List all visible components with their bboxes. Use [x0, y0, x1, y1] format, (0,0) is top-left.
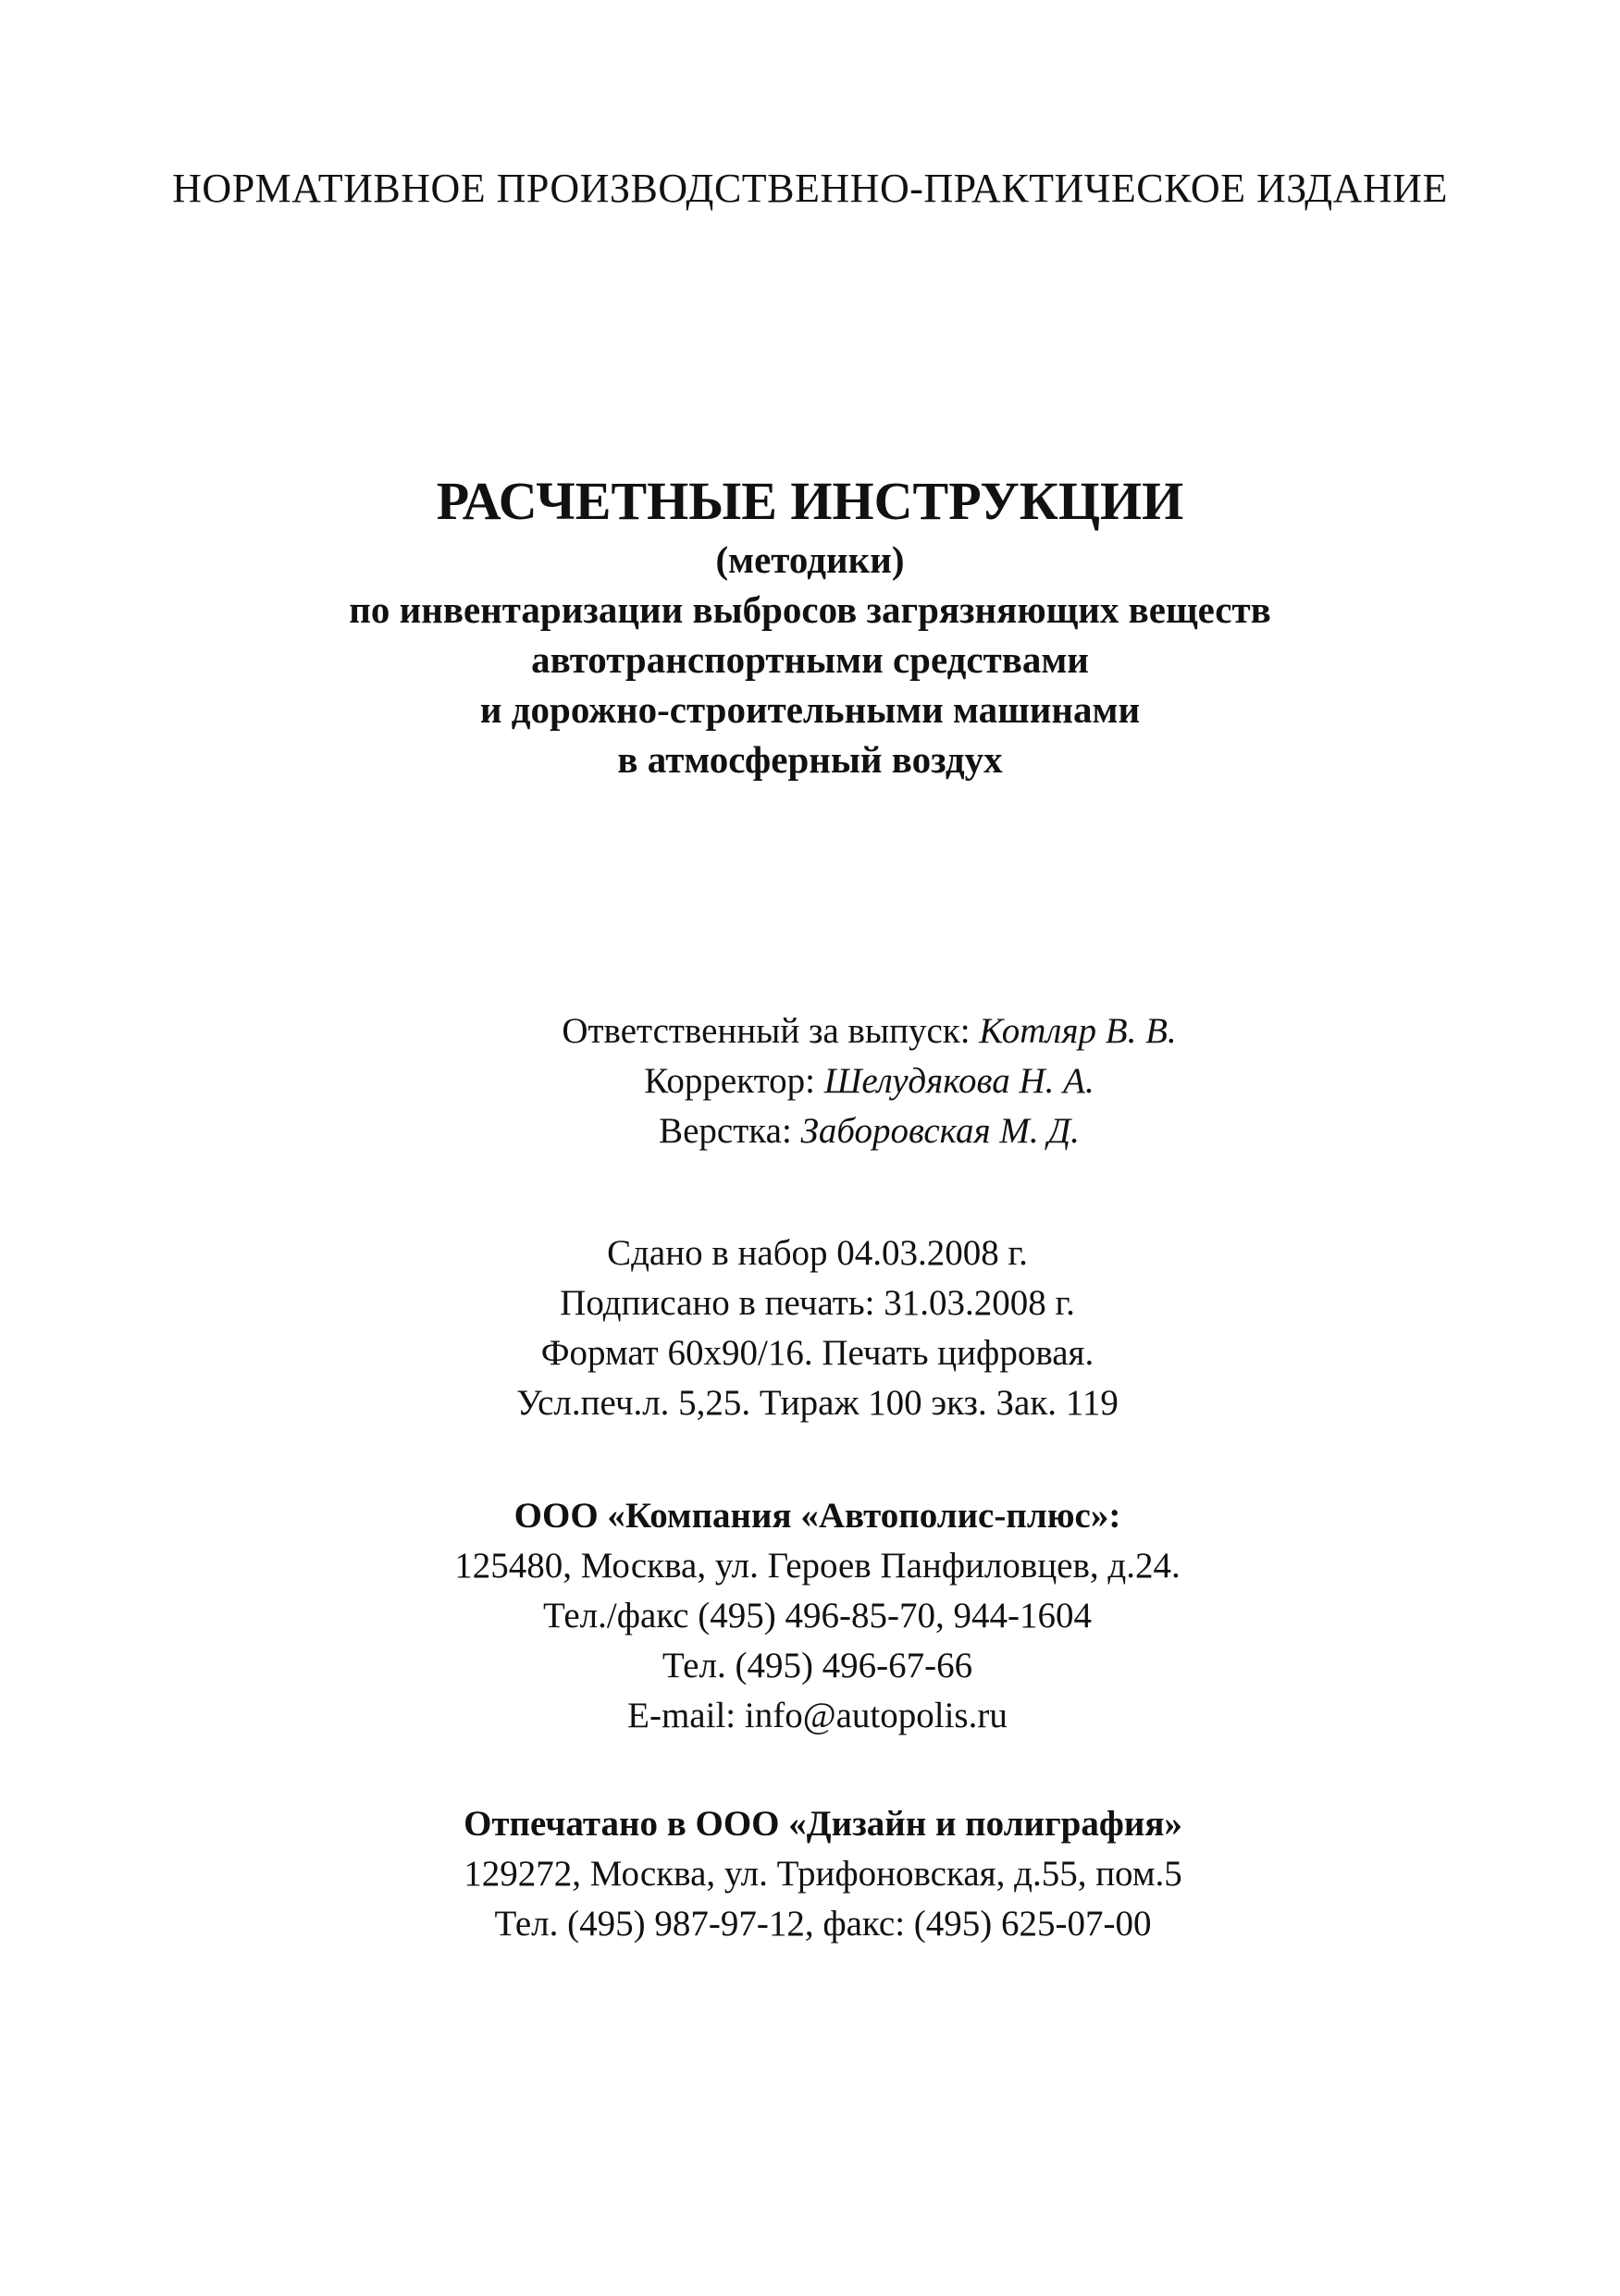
credit-role: Верстка:	[659, 1111, 792, 1151]
print-info-line: Усл.печ.л. 5,25. Тираж 100 экз. Зак. 119	[516, 1383, 1119, 1423]
credit-line	[59, 1006, 1620, 1056]
publisher-phone: Тел. (495) 496-67-66	[662, 1646, 973, 1685]
credits-block	[59, 1006, 1620, 1156]
credit-role: Ответственный за выпуск:	[562, 1011, 971, 1051]
publisher-name: ООО «Компания «Автополис-плюс»:	[513, 1496, 1121, 1536]
printer-block	[13, 1799, 1620, 1949]
publisher-block	[7, 1491, 1620, 1741]
subtitle-line: автотранспортными средствами	[531, 638, 1089, 681]
credit-line	[59, 1106, 1620, 1156]
series-header: НОРМАТИВНОЕ ПРОИЗВОДСТВЕННО-ПРАКТИЧЕСКОЕ ИЗДАНИЕ	[172, 166, 1448, 211]
subtitle-line: (методики)	[715, 538, 905, 581]
printer-address: 129272, Москва, ул. Трифоновская, д.55, пом.5	[464, 1854, 1182, 1894]
subtitle-line: и дорожно-строительными машинами	[479, 688, 1141, 731]
print-info-line: Сдано в набор 04.03.2008 г.	[607, 1233, 1028, 1273]
credit-name: Заборовская М. Д.	[800, 1111, 1080, 1151]
credit-role: Корректор:	[644, 1061, 815, 1101]
subtitle-line: по инвентаризации выбросов загрязняющих веществ	[349, 588, 1271, 631]
publisher-email: E-mail: info@autopolis.ru	[627, 1696, 1008, 1735]
print-info-block	[7, 1228, 1620, 1428]
document-title: РАСЧЕТНЫЕ ИНСТРУКЦИИ	[436, 471, 1184, 531]
printer-phones: Тел. (495) 987-97-12, факс: (495) 625-07-00	[494, 1904, 1152, 1944]
printer-name: Отпечатано в ООО «Дизайн и полиграфия»	[464, 1804, 1182, 1844]
subtitle-line: в атмосферный воздух	[617, 738, 1003, 781]
publisher-phone-fax: Тел./факс (495) 496-85-70, 944-1604	[543, 1596, 1092, 1636]
title-block	[0, 468, 1620, 784]
credit-name: Шелудякова Н. А.	[823, 1061, 1094, 1101]
print-info-line: Формат 60x90/16. Печать цифровая.	[540, 1333, 1094, 1373]
credit-line	[59, 1056, 1620, 1106]
publisher-address: 125480, Москва, ул. Героев Панфиловцев, д.24.	[454, 1546, 1181, 1586]
print-info-line: Подписано в печать: 31.03.2008 г.	[560, 1283, 1075, 1323]
credit-name: Котляр В. В.	[979, 1011, 1177, 1051]
